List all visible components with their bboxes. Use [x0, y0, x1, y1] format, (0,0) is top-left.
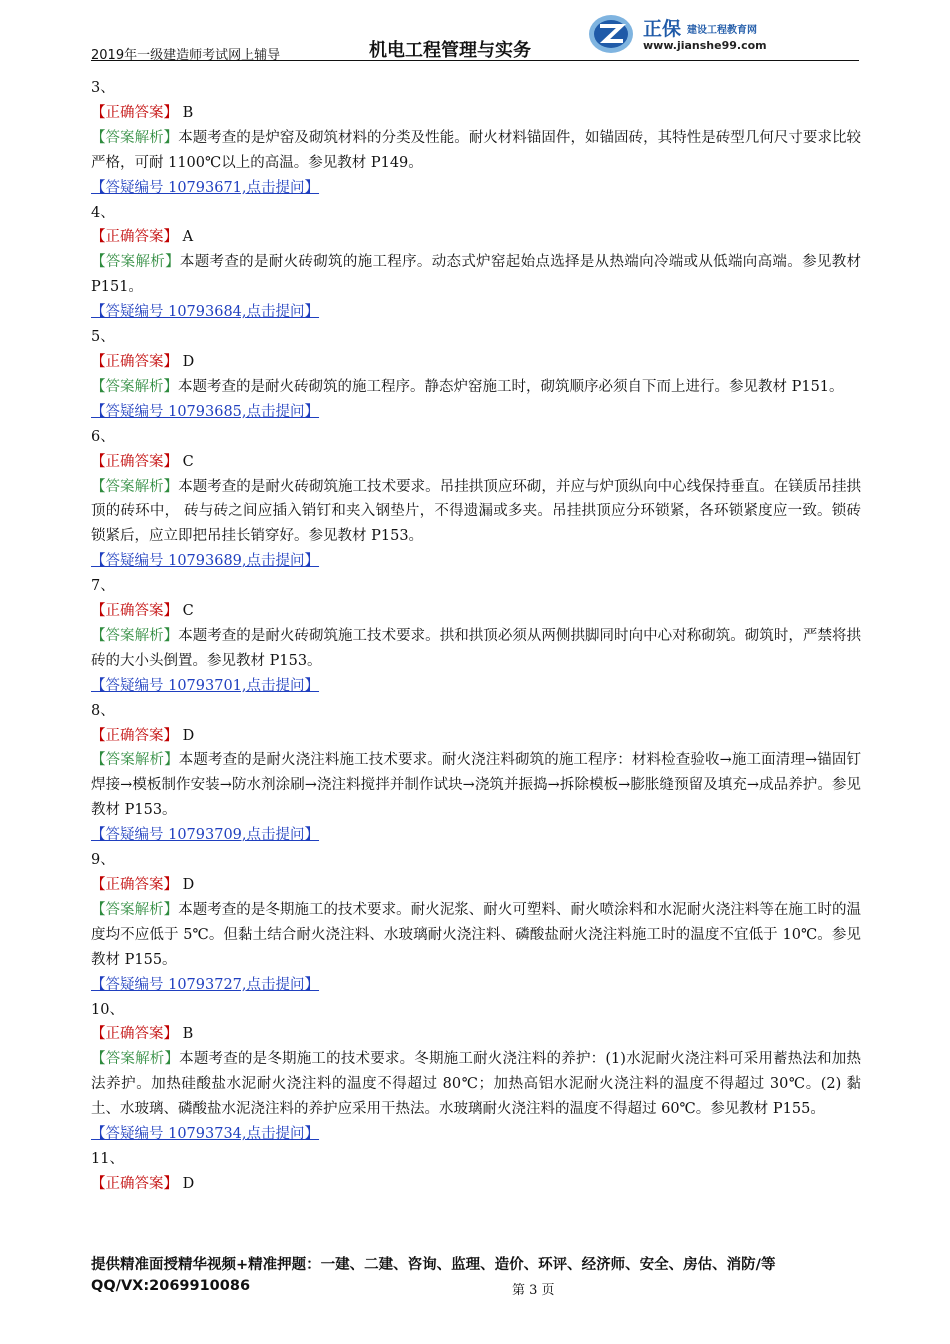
correct-answer-label: 【正确答案】: [91, 453, 178, 470]
question-number: 6、: [91, 428, 115, 445]
correct-answer-row: [91, 599, 861, 624]
analysis-paragraph: [91, 1047, 861, 1122]
question-block: [91, 574, 861, 699]
analysis-text: 本题考查的是冬期施工的技术要求。耐火泥浆、耐火可塑料、耐火喷涂料和水泥耐火浇注料等在施工时的温度均不应低于 5℃。但黏土结合耐火浇注料、水玻璃耐火浇注料、磷酸盐耐火浇注料施工时的温度不宜低于 10℃。参见教材 P155。: [91, 901, 862, 968]
analysis-text: 本题考查的是炉窑及砌筑材料的分类及性能。耐火材料锚固件，如锚固砖，其特性是砖型几何尺寸要求比较严格，可耐 1100℃以上的高温。参见教材 P149。: [91, 129, 862, 171]
question-number: 8、: [91, 702, 115, 719]
correct-answer-label: 【正确答案】: [91, 603, 178, 620]
correct-answer-label: 【正确答案】: [91, 727, 178, 744]
question-number: 3、: [91, 80, 115, 96]
ask-question-link[interactable]: 【答疑编号 10793689,点击提问】: [91, 553, 320, 570]
correct-answer-row: [91, 225, 861, 250]
question-block: [91, 325, 861, 425]
correct-answer-label: 【正确答案】: [91, 104, 178, 121]
ask-question-link[interactable]: 【答疑编号 10793701,点击提问】: [91, 677, 320, 694]
ask-question-link[interactable]: 【答疑编号 10793685,点击提问】: [91, 403, 320, 420]
correct-answer-label: 【正确答案】: [91, 353, 178, 370]
ask-question-link[interactable]: 【答疑编号 10793734,点击提问】: [91, 1126, 320, 1143]
correct-answer-label: 【正确答案】: [91, 1026, 178, 1043]
ask-question-link[interactable]: 【答疑编号 10793727,点击提问】: [91, 976, 320, 993]
analysis-label: 【答案解析】: [91, 478, 179, 495]
brand-logo[interactable]: [587, 8, 859, 58]
correct-answer-value: D: [182, 877, 195, 893]
analysis-text: 本题考查的是耐火浇注料施工技术要求。耐火浇注料砌筑的施工程序：材料检查验收→施工面清理→锚固钉焊接→模板制作安装→防水剂涂刷→浇注料搅拌并制作试块→浇筑并振捣→拆除模板→膨胀缝预留及填充→成品养护。参见教材 P153。: [91, 752, 862, 819]
correct-answer-value: C: [182, 453, 194, 470]
footer-ad: 提供精准面授精华视频+精准押题：一建、二建、咨询、监理、造价、环评、经济师、安全、房估、消防/等: [91, 1257, 776, 1273]
analysis-label: 【答案解析】: [91, 378, 178, 395]
question-number: 5、: [91, 329, 115, 346]
footer-contact: QQ/VX:2069910086: [91, 1278, 251, 1294]
logo-z-icon: [587, 12, 637, 56]
page-header: [91, 8, 859, 61]
analysis-label: 【答案解析】: [91, 254, 180, 271]
question-block: [91, 998, 861, 1147]
correct-answer-row: [91, 1172, 861, 1197]
question-number: 10、: [91, 1001, 124, 1018]
question-block: [91, 76, 861, 201]
answer-list: [91, 76, 861, 1197]
ask-question-link[interactable]: 【答疑编号 10793709,点击提问】: [91, 827, 320, 844]
analysis-paragraph: [91, 748, 861, 823]
analysis-label: 【答案解析】: [91, 129, 179, 146]
logo-subtitle: 建设工程教育网: [687, 25, 757, 36]
correct-answer-value: B: [182, 104, 194, 121]
correct-answer-row: [91, 101, 861, 126]
analysis-paragraph: [91, 375, 861, 400]
analysis-paragraph: [91, 126, 861, 176]
correct-answer-row: [91, 873, 861, 898]
correct-answer-value: C: [182, 603, 194, 620]
analysis-text: 本题考查的是耐火砖砌筑的施工程序。静态炉窑施工时，砌筑顺序必须自下而上进行。参见教材 P151。: [178, 378, 844, 395]
correct-answer-value: D: [182, 1175, 195, 1192]
question-block: [91, 201, 861, 326]
correct-answer-row: [91, 724, 861, 749]
correct-answer-value: D: [182, 353, 195, 370]
analysis-text: 本题考查的是冬期施工的技术要求。冬期施工耐火浇注料的养护：(1)水泥耐火浇注料可采用蓄热法和加热法养护。加热硅酸盐水泥耐火浇注料的温度不得超过 80℃；加热高铝水泥耐火浇注料的温度不得超过 30℃。(2) 黏土、水玻璃、磷酸盐水泥浇注料的养护应采用干热法。水玻璃耐火浇注料的温度不得超过 60℃。参见教材 P155。: [91, 1051, 861, 1118]
correct-answer-label: 【正确答案】: [91, 229, 178, 246]
question-block: [91, 1147, 861, 1197]
analysis-text: 本题考查的是耐火砖砌筑施工技术要求。拱和拱顶必须从两侧拱脚同时向中心对称砌筑。砌筑时，严禁将拱砖的大小头倒置。参见教材 P153。: [91, 627, 862, 669]
analysis-label: 【答案解析】: [91, 1051, 180, 1068]
question-block: [91, 425, 861, 574]
ask-question-link[interactable]: 【答疑编号 10793671,点击提问】: [91, 179, 320, 196]
ask-question-link[interactable]: 【答疑编号 10793684,点击提问】: [91, 304, 320, 321]
correct-answer-row: [91, 350, 861, 375]
logo-brand: 正保: [643, 18, 682, 40]
correct-answer-label: 【正确答案】: [91, 1175, 178, 1192]
question-number: 9、: [91, 852, 115, 869]
question-block: [91, 699, 861, 848]
analysis-label: 【答案解析】: [91, 901, 179, 918]
analysis-text: 本题考查的是耐火砖砌筑的施工程序。动态式炉窑起始点选择是从热端向冷端或从低端向高端。参见教材 P151。: [91, 254, 862, 296]
correct-answer-value: B: [182, 1026, 194, 1043]
correct-answer-value: A: [182, 229, 194, 246]
analysis-paragraph: [91, 475, 861, 550]
analysis-label: 【答案解析】: [91, 752, 179, 769]
correct-answer-row: [91, 1022, 861, 1047]
analysis-label: 【答案解析】: [91, 627, 179, 644]
correct-answer-value: D: [182, 727, 195, 744]
subject-title: 机电工程管理与实务: [369, 40, 531, 61]
page-number: 第 3 页: [512, 1283, 555, 1298]
question-block: [91, 848, 861, 997]
question-number: 11、: [91, 1150, 124, 1167]
analysis-text: 本题考查的是耐火砖砌筑施工技术要求。吊挂拱顶应环砌，并应与炉顶纵向中心线保持垂直。在镁质吊挂拱顶的砖环中， 砖与砖之间应插入销钉和夹入钢垫片，不得遗漏或多夹。吊挂拱顶应分环锁紧，各环锁紧度应一致。锁砖锁紧后，应立即把吊挂长销穿好。参见教材 P153。: [91, 478, 862, 545]
correct-answer-row: [91, 450, 861, 475]
exam-title: 2019年一级建造师考试网上辅导: [91, 48, 281, 63]
question-number: 4、: [91, 204, 115, 221]
analysis-paragraph: [91, 624, 861, 674]
logo-url: www.jianshe99.com: [643, 39, 767, 52]
correct-answer-label: 【正确答案】: [91, 877, 178, 893]
analysis-paragraph: [91, 250, 861, 300]
question-number: 7、: [91, 578, 115, 595]
analysis-paragraph: [91, 898, 861, 973]
